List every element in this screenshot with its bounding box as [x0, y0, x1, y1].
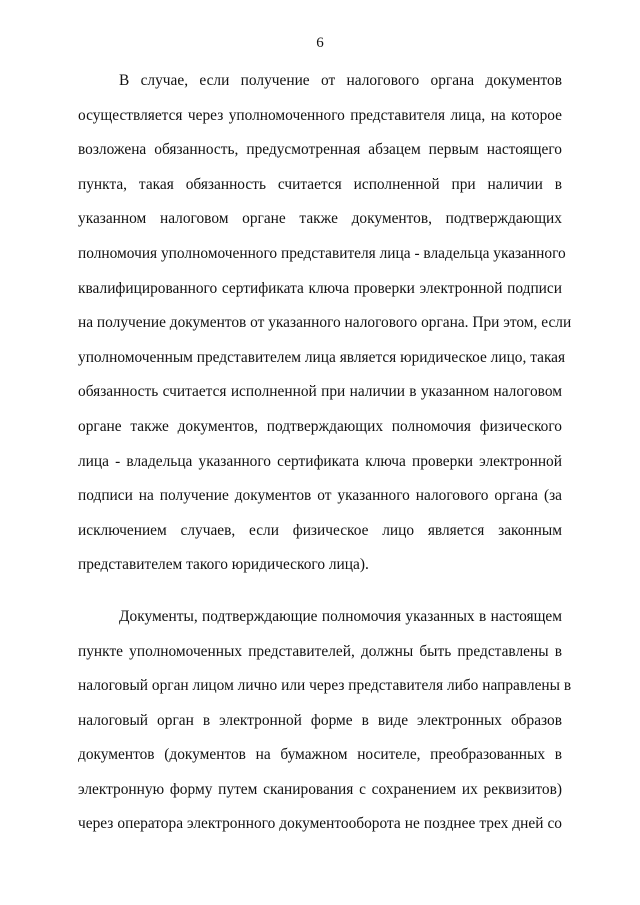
text-line: возложена обязанность, предусмотренная абзацем первым настоящего: [78, 141, 562, 159]
text-line: документов (документов на бумажном носителе, преобразованных в: [78, 746, 562, 764]
text-line: полномочия уполномоченного представителя лица - владельца указанного: [78, 244, 566, 262]
paragraph-2: [78, 605, 572, 847]
text-line: пункте уполномоченных представителей, должны быть представлены в: [78, 642, 562, 660]
text-line: уполномоченным представителем лица является юридическое лицо, такая: [78, 348, 566, 366]
text-line: В случае, если получение от налогового органа документов: [119, 72, 562, 89]
text-line: лица - владельца указанного сертификата ключа проверки электронной: [78, 452, 562, 470]
text-line: обязанность считается исполненной при наличии в указанном налоговом: [78, 383, 562, 401]
page-number: 6: [316, 35, 324, 51]
paragraph-1: [78, 69, 572, 588]
text-line: налоговый орган лицом лично или через представителя либо направлены в: [78, 677, 572, 695]
text-line: подписи на получение документов от указанного налогового органа (за: [78, 487, 562, 505]
text-line: органе также документов, подтверждающих полномочия физического: [78, 417, 562, 435]
text-line: пункта, такая обязанность считается исполненной при наличии в: [78, 175, 562, 193]
text-line: через оператора электронного документооборота не позднее трех дней со: [78, 815, 562, 833]
text-line: указанном налоговом органе также документов, подтверждающих: [78, 210, 562, 228]
text-line: исключением случаев, если физическое лицо является законным: [78, 521, 562, 539]
paragraph-spacer: [78, 588, 562, 605]
text-line: осуществляется через уполномоченного представителя лица, на которое: [78, 106, 562, 124]
text-line: представителем такого юридического лица).: [78, 556, 369, 574]
text-line: электронную форму путем сканирования с сохранением их реквизитов): [78, 780, 562, 798]
text-line: Документы, подтверждающие полномочия указанных в настоящем: [119, 607, 562, 625]
text-line: на получение документов от указанного налогового органа. При этом, если: [78, 314, 572, 332]
document-body: [78, 69, 572, 847]
text-line: налоговый орган в электронной форме в виде электронных образов: [78, 711, 562, 729]
text-line: квалифицированного сертификата ключа проверки электронной подписи: [78, 279, 562, 297]
